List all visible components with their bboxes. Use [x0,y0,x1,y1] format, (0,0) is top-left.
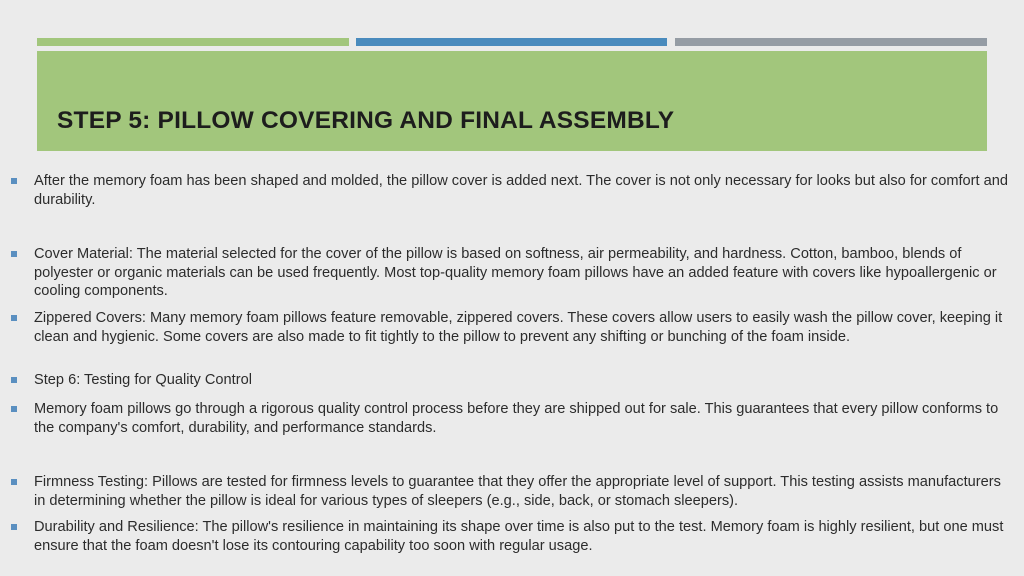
bullet-text: Zippered Covers: Many memory foam pillows feature removable, zippered covers. These covers allow users to easily wash the pillow cover, keeping it clean and hygienic. Some covers are also made to fit tightly to the pillow to prevent any shifting or bunching of the foam inside. [34,310,1003,345]
bullet-text: Cover Material: The material selected for the cover of the pillow is based on softness, air permeability, and hardness. Cotton, bamboo, blends of polyester or organic materials can be used frequently. Most top-quality memory foam pillows have an added feature with covers like hypoallergenic or cooling components. [34,246,997,299]
square-bullet-icon [11,251,17,257]
square-bullet-icon [11,406,17,412]
bullet-item [34,518,1012,555]
bullet-text: Durability and Resilience: The pillow's resilience in maintaining its shape over time is also put to the test. Memory foam is highly resilient, but one must ensure that the foam doesn't lose its contouring capability too soon with regular usage. [34,519,1004,554]
bullet-item [34,245,1012,301]
bullet-item [34,309,1012,346]
bullet-item [34,473,1012,510]
square-bullet-icon [11,524,17,530]
slide-title: STEP 5: PILLOW COVERING AND FINAL ASSEMBLY [57,107,675,134]
square-bullet-icon [11,479,17,485]
bullet-text: Memory foam pillows go through a rigorous quality control process before they are shipped out for sale. This guarantees that every pillow conforms to the company's comfort, durability, and performance standards. [34,401,999,436]
bullet-item [34,400,1012,437]
bullet-item [34,172,1012,209]
square-bullet-icon [11,178,17,184]
bullet-text: Step 6: Testing for Quality Control [34,372,252,388]
bullet-text: After the memory foam has been shaped and molded, the pillow cover is added next. The cover is not only necessary for looks but also for comfort and durability. [34,173,1008,208]
square-bullet-icon [11,377,17,383]
bullet-text: Firmness Testing: Pillows are tested for firmness levels to guarantee that they offer the appropriate level of support. This testing assists manufacturers in determining whether the pillow is ideal for various types of sleepers (e.g., side, back, or stomach sleepers). [34,474,1001,509]
square-bullet-icon [11,315,17,321]
bullet-item [34,371,1012,390]
